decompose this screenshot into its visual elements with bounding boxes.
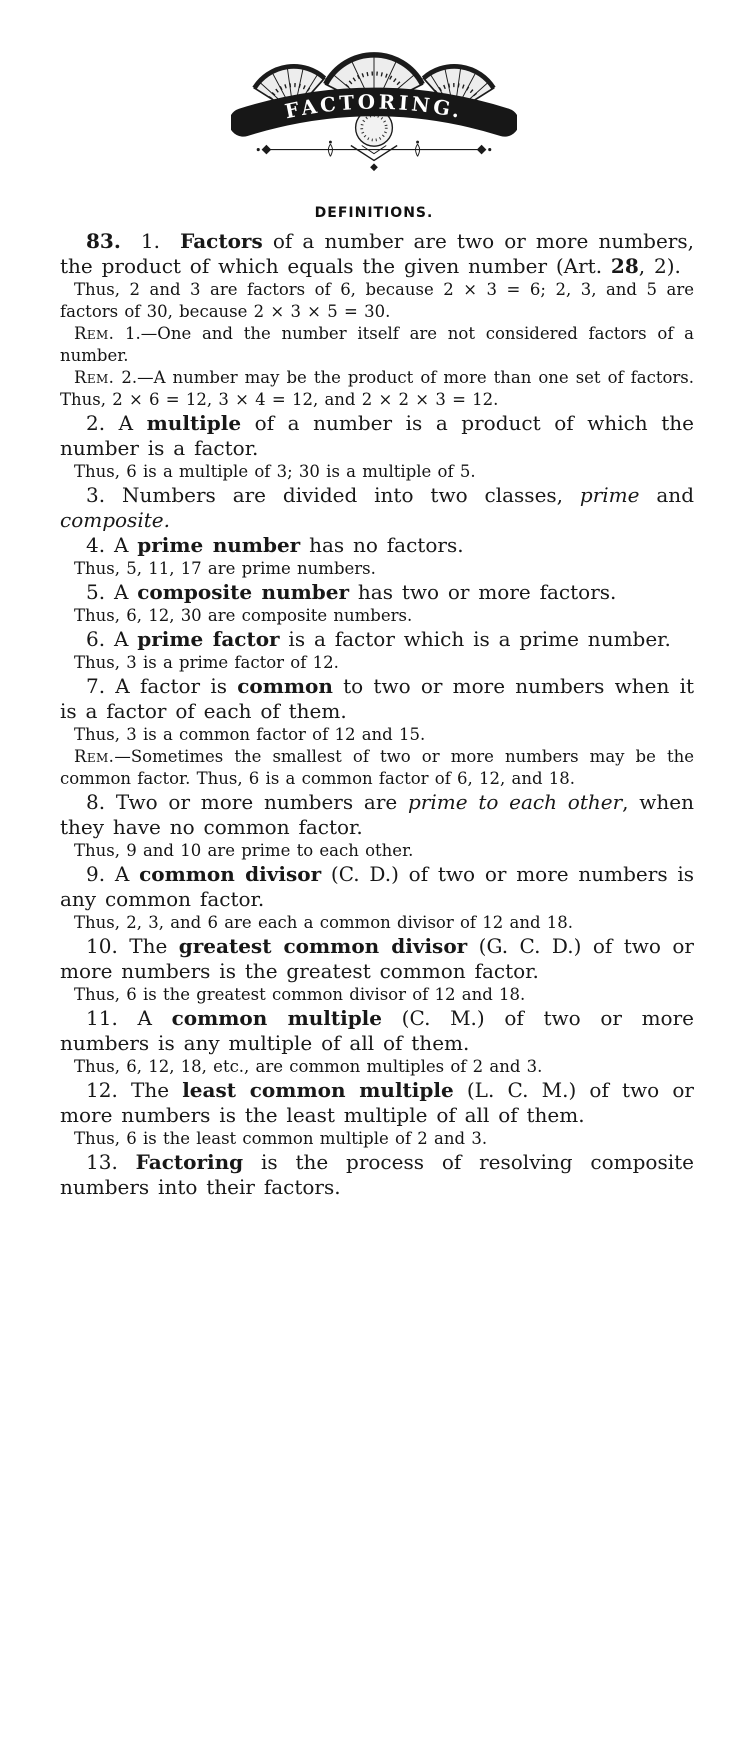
text-segment: Thus, 2 and 3 are factors of 6, because 2 × 3 = 6; 2, 3, and 5 are factors of 30, because 2 × 3 × 5 = 30. (60, 280, 694, 322)
text-segment: Thus, 6, 12, 18, etc., are common multiples of 2 and 3. (74, 1057, 543, 1077)
text-segment: of a number is a product of which the number is a factor. (60, 411, 694, 461)
text-segment: Factors (180, 229, 263, 254)
paragraph-1 (60, 229, 694, 279)
text-segment: Rem. (74, 368, 115, 388)
paragraph-23 (60, 1006, 694, 1056)
text-segment: , when they have no common factor. (60, 790, 694, 840)
paragraph-4 (60, 367, 694, 411)
paragraph-26 (60, 1128, 694, 1150)
text-segment: Thus, 3 is a common factor of 12 and 15. (74, 725, 426, 745)
text-segment: Thus, 5, 11, 17 are prime numbers. (74, 559, 376, 579)
text-segment: Rem. (74, 747, 115, 767)
text-segment: of a number are two or more numbers, the product of which equals the given number (Art. (60, 229, 694, 279)
paragraph-8 (60, 533, 694, 558)
text-segment: (G. C. D.) of two or more numbers is the greatest common factor. (60, 934, 694, 984)
paragraph-16 (60, 746, 694, 790)
text-segment: 8. Two or more numbers are (86, 790, 408, 815)
definitions-heading: DEFINITIONS. (314, 205, 434, 222)
paragraph-24 (60, 1056, 694, 1078)
text-segment: 28 (610, 254, 639, 279)
text-segment: 11. A (86, 1006, 172, 1031)
paragraph-3 (60, 323, 694, 367)
paragraph-15 (60, 724, 694, 746)
text-segment: common divisor (139, 862, 322, 887)
text-segment: (C. D.) of two or more numbers is any common factor. (60, 862, 695, 912)
paragraph-18 (60, 840, 694, 862)
paragraph-19 (60, 862, 694, 912)
text-segment: is a factor which is a prime number. (279, 627, 671, 652)
text-segment: Thus, 3 is a prime factor of 12. (74, 653, 339, 673)
paragraph-25 (60, 1078, 694, 1128)
text-segment: greatest common divisor (178, 934, 468, 959)
text-segment: and (639, 483, 694, 508)
text-segment: common (237, 674, 333, 699)
paragraph-27 (60, 1150, 694, 1200)
text-segment: 3. Numbers are divided into two classes, (86, 483, 580, 508)
paragraph-22 (60, 984, 694, 1006)
text-segment: is the process of resolving composite numbers into their factors. (60, 1150, 694, 1200)
paragraph-21 (60, 934, 694, 984)
paragraph-9 (60, 558, 694, 580)
text-segment: 13. (86, 1150, 136, 1175)
text-segment: composite. (60, 508, 170, 533)
text-segment: 9. A (86, 862, 140, 887)
text-segment: 2. A (86, 411, 147, 436)
paragraph-10 (60, 580, 694, 605)
text-segment: has no factors. (300, 533, 464, 558)
paragraph-5 (60, 411, 694, 461)
text-segment: 2.—A number may be the product of more than one set of factors. Thus, 2 × 6 = 12, 3 × 4 = 12, and 2 × 2 × 3 = 12. (60, 368, 694, 410)
text-segment: Thus, 6 is the greatest common divisor of 12 and 18. (74, 985, 526, 1005)
text-segment: Thus, 6 is the least common multiple of 2 and 3. (74, 1129, 488, 1149)
text-segment: least common multiple (182, 1078, 454, 1103)
paragraph-12 (60, 627, 694, 652)
paragraph-20 (60, 912, 694, 934)
text-segment: prime to each other (408, 790, 623, 815)
text-segment: , 2). (638, 254, 681, 279)
text-segment: 7. A factor is (86, 674, 238, 699)
text-segment: 6. A (86, 627, 138, 652)
text-segment: 10. The (86, 934, 179, 959)
text-segment: to two or more numbers when it is a factor of each of them. (60, 674, 694, 724)
text-segment: 1. (120, 229, 181, 254)
text-segment: composite number (137, 580, 350, 605)
text-segment: (L. C. M.) of two or more numbers is the least multiple of all of them. (60, 1078, 694, 1128)
text-segment: Thus, 6, 12, 30 are composite numbers. (74, 606, 413, 626)
paragraph-11 (60, 605, 694, 627)
text-segment: multiple (146, 411, 242, 436)
paragraph-7 (60, 483, 694, 533)
factoring-banner-ornament (231, 42, 517, 175)
text-segment: common multiple (171, 1006, 383, 1031)
text-segment: Thus, 9 and 10 are prime to each other. (74, 841, 414, 861)
paragraph-17 (60, 790, 694, 840)
paragraph-13 (60, 652, 694, 674)
text-segment: —Sometimes the smallest of two or more numbers may be the common factor. Thus, 6 is a common factor of 6, 12, and 18. (60, 747, 694, 789)
text-segment: prime number (137, 533, 301, 558)
text-segment: 4. A (86, 533, 138, 558)
text-segment: (C. M.) of two or more numbers is any multiple of all of them. (60, 1006, 694, 1056)
paragraph-2 (60, 279, 694, 323)
text-segment: 5. A (86, 580, 138, 605)
banner-title: FACTORING. (282, 89, 466, 124)
text-segment: Thus, 2, 3, and 6 are each a common divisor of 12 and 18. (74, 913, 574, 933)
text-segment: has two or more factors. (349, 580, 617, 605)
text-segment: Rem. (74, 324, 115, 344)
text-segment: prime factor (137, 627, 280, 652)
text-segment: Thus, 6 is a multiple of 3; 30 is a multiple of 5. (74, 462, 476, 482)
paragraph-14 (60, 674, 694, 724)
text-segment: Factoring (135, 1150, 244, 1175)
text-segment: prime (579, 483, 640, 508)
page-body (0, 221, 748, 1200)
text-segment: 1.—One and the number itself are not considered factors of a number. (60, 324, 694, 366)
text-segment: 83. (86, 229, 121, 254)
text-segment: 12. The (86, 1078, 183, 1103)
paragraph-6 (60, 461, 694, 483)
banner (0, 0, 748, 175)
